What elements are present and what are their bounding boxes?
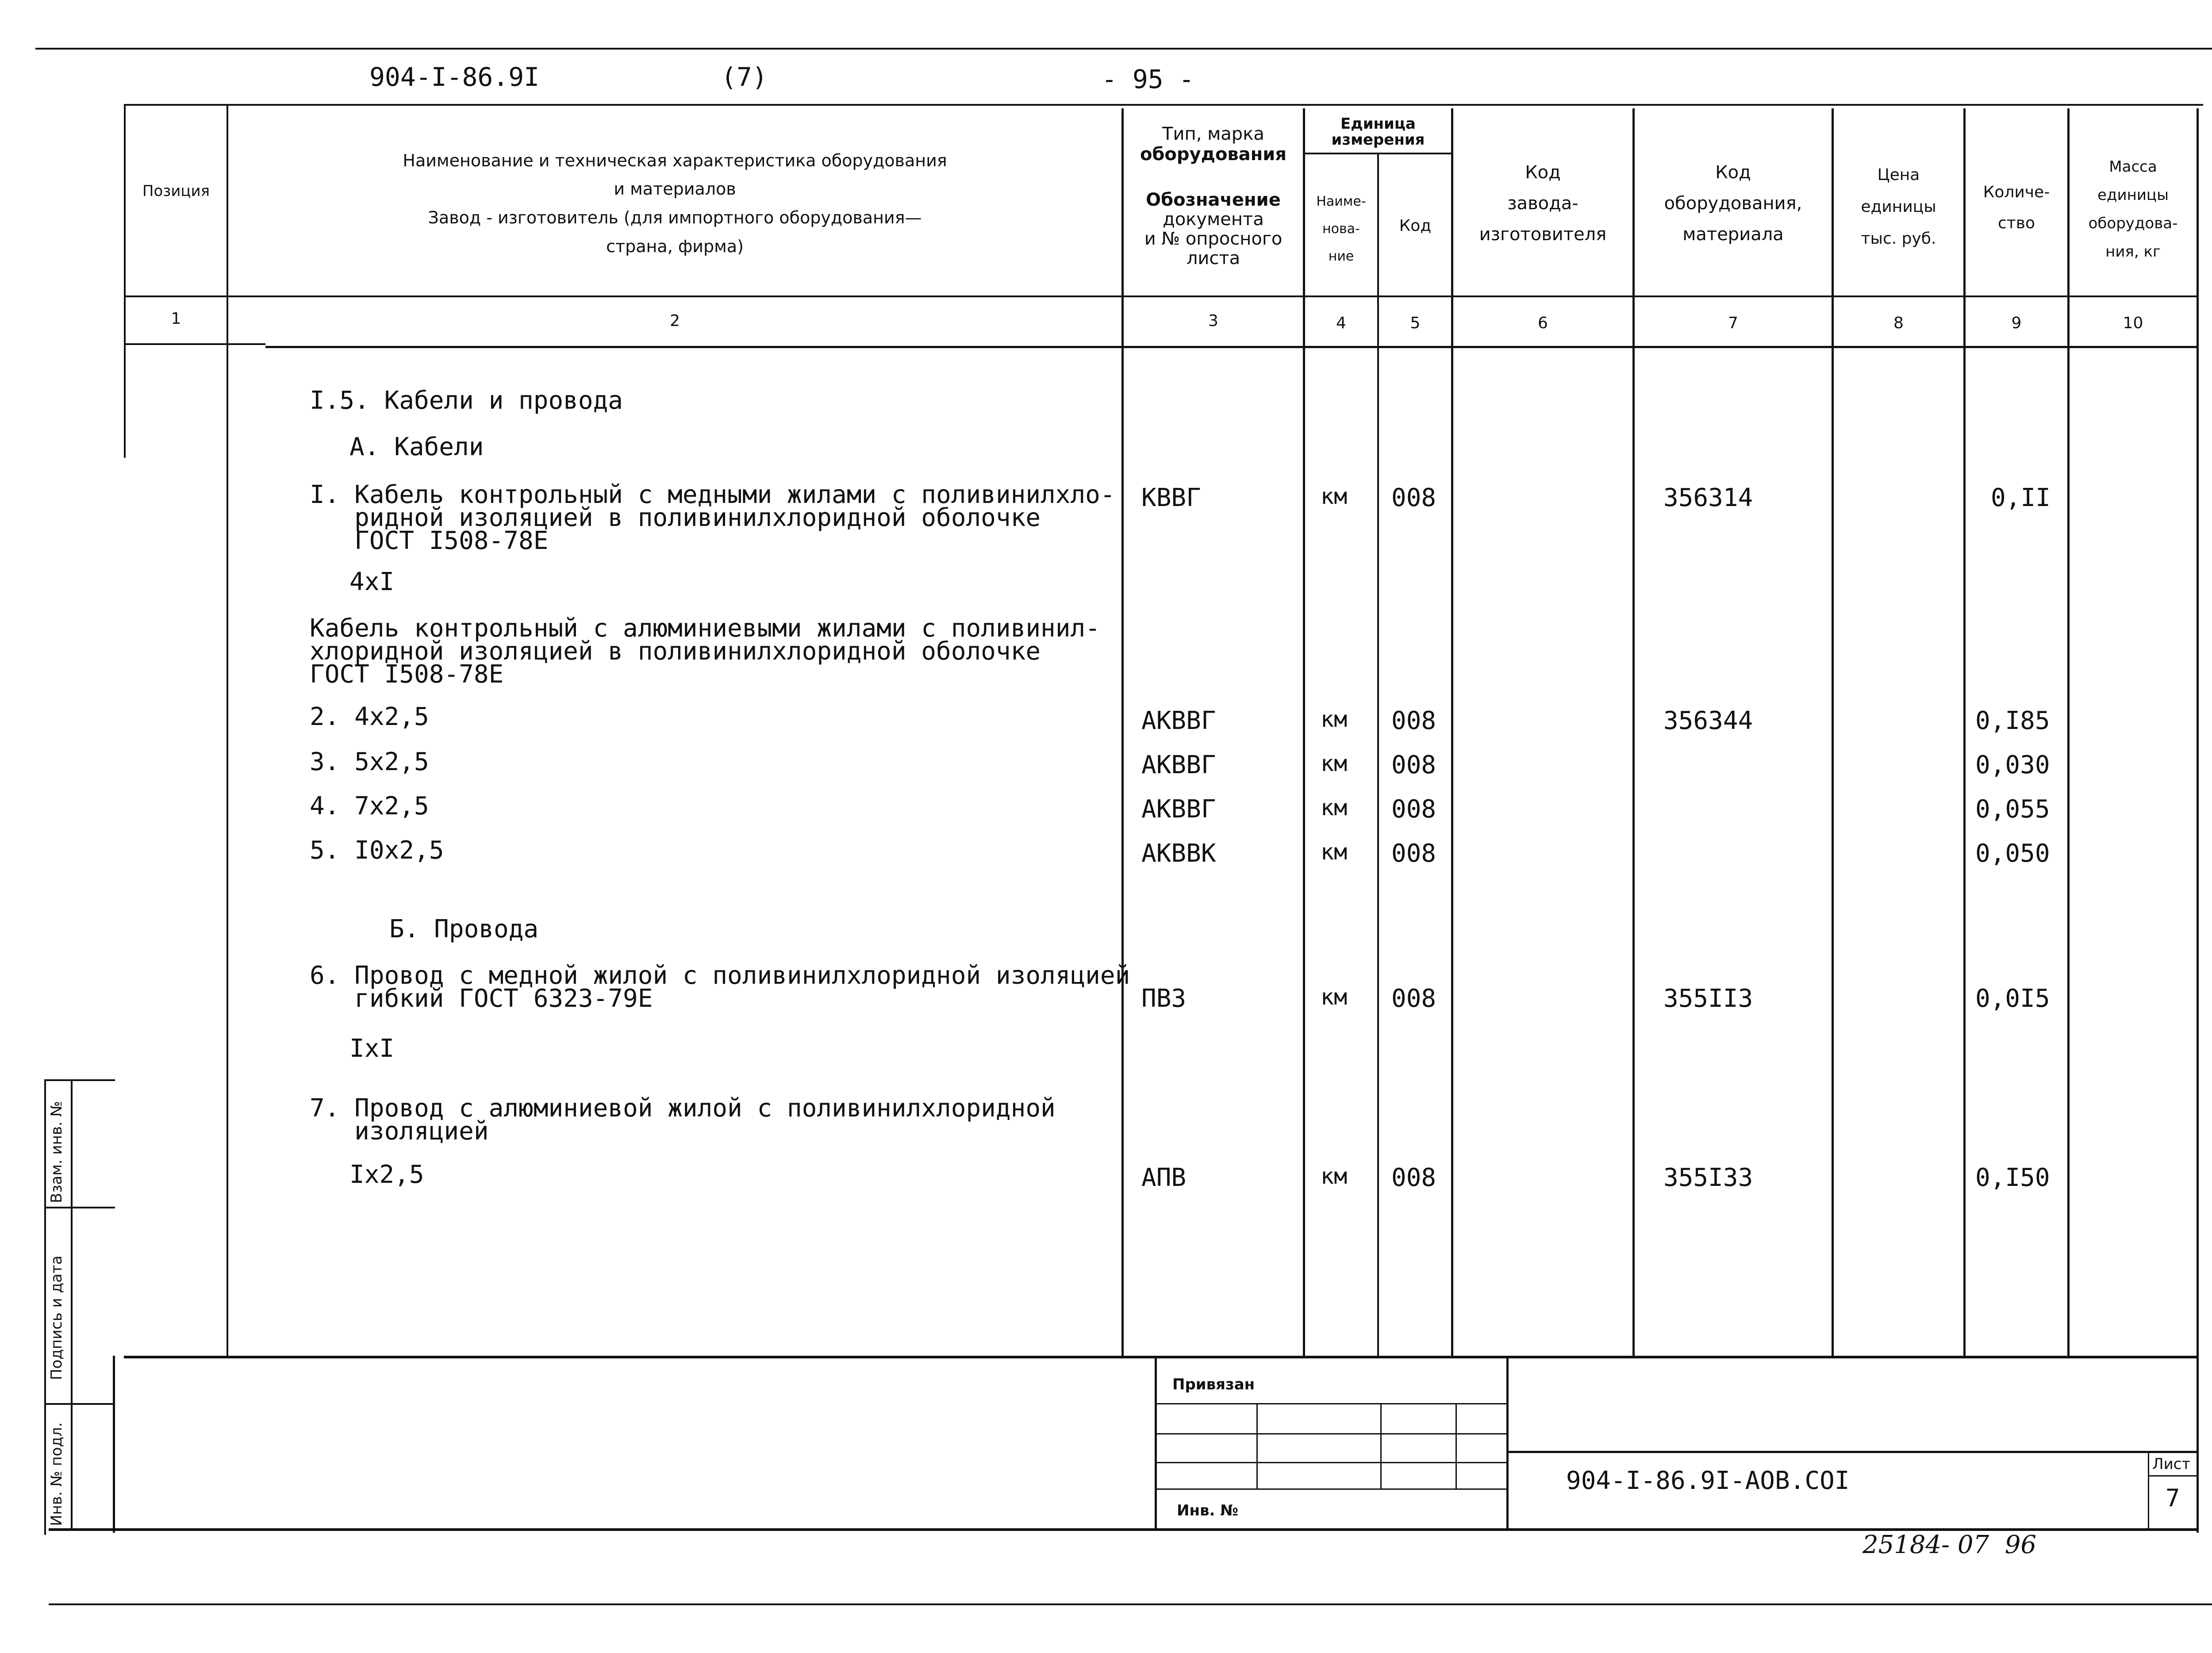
stamp-inv-no: Инв. № [1177,1502,1239,1519]
page-number: - 95 - [1102,64,1194,94]
cell-code: 008 [1391,795,1436,824]
cell-unit: км [1321,483,1348,509]
header-price-line: Цена [1877,166,1920,184]
handwritten-number: 25184- 07 96 [1863,1530,2036,1559]
col-number: 5 [1410,314,1421,332]
header-doc-line: и № опросного [1144,229,1283,249]
cell-unit: км [1321,1163,1348,1189]
header-unit-code: Код [1399,217,1432,235]
header-doc-line: документа [1163,209,1264,230]
col-div-4 [1377,153,1379,1356]
item-7-line: 7. Провод с алюминиевой жилой с поливинилхлоридной [310,1094,1056,1123]
item-6-size: IхI [349,1034,395,1063]
cell-code: 008 [1391,839,1436,868]
item-1-line: I. Кабель контрольный с медными жилами с поливинилхло- [310,480,1115,509]
cell-unit: км [1321,795,1348,821]
top-rule [35,48,2212,50]
header-equip-code [1635,157,1832,250]
cell-type: КВВГ [1141,483,1201,512]
stamp-privyazan: Привязан [1172,1376,1255,1393]
frame-left-upper [124,104,126,458]
cell-equip-code: 355I33 [1663,1163,1753,1192]
stamp-sheet-div [2148,1453,2149,1530]
header-equip-code-line: материала [1682,224,1784,245]
header-unit-name-line: Наиме- [1316,194,1366,209]
side-stamp-rule [44,1207,115,1208]
header-name-line: и материалов [614,179,736,199]
cell-unit: км [1321,751,1348,776]
col-number: 2 [670,312,680,330]
header-equip-code-line: Код [1715,162,1751,183]
stamp-line [1157,1403,1506,1404]
item-1-line: ридной изоляцией в поливинилхлоридной оболочке [310,503,1041,532]
cell-code: 008 [1391,751,1436,779]
stamp-sheet-label: Лист [2152,1455,2191,1473]
cell-qty: 0,030 [1975,751,2050,779]
cell-equip-code: 355II3 [1663,984,1753,1013]
header-unit-group [1305,116,1451,148]
cell-type: АКВВГ [1141,795,1216,824]
header-mfr [1453,157,1632,250]
header-doc-line: Обозначение [1146,190,1281,210]
header-name [228,128,1121,279]
header-unit-group-line: Единица [1340,115,1416,133]
header-mass-line: ния, кг [2105,243,2161,261]
table-bottom-rule [124,1356,2199,1358]
section-title: I.5. Кабели и провода [310,386,623,415]
item-3: 3. 5х2,5 [310,748,429,776]
side-vzam: Взам. инв. № [48,1101,65,1203]
header-doc-line: листа [1186,248,1240,268]
item-7-size: Iх2,5 [349,1160,424,1189]
stamp-line [1157,1462,1506,1463]
cell-type: АКВВГ [1141,751,1216,779]
frame-left-lower [113,1356,115,1533]
group-line: хлоридной изоляцией в поливинилхлоридной оболочке [310,637,1041,666]
col-number: 8 [1893,314,1904,332]
header-name-line: Завод - изготовитель (для импортного оборудования— [428,208,922,227]
group-line: Кабель контрольный с алюминиевыми жилами с поливинил- [310,614,1100,643]
col-number: 7 [1728,314,1738,332]
subsection-wires: Б. Провода [389,915,539,943]
header-mfr-line: Код [1525,162,1561,183]
item-7 [310,1094,1056,1146]
side-stamp-rule [44,1079,115,1081]
cell-qty: 0,050 [1975,839,2050,868]
header-type [1124,124,1303,165]
header-qty-line: Количе- [1983,183,2050,201]
page-bottom-rule [49,1603,2212,1605]
item-2: 2. 4х2,5 [310,702,429,731]
header-mass-line: Масса [2109,158,2157,176]
header-unit-name [1305,188,1377,270]
unit-group-rule [1303,153,1453,154]
stamp-code-rule [1506,1451,2197,1453]
cell-type: АПВ [1141,1163,1187,1192]
side-stamp-inner [71,1079,73,1530]
header-mfr-line: завода- [1507,193,1578,214]
top-sheet-paren: (7) [721,62,768,92]
header-mass-line: единицы [2097,186,2169,204]
col-div-1 [227,104,228,1356]
frame-top [124,104,2203,106]
stamp-inner-div [1380,1404,1382,1488]
col-number: 3 [1208,312,1218,330]
stamp-div-2 [1506,1356,1509,1530]
cell-type: ПВ3 [1141,984,1187,1013]
cell-unit: км [1321,706,1348,732]
header-doc [1124,190,1303,268]
header-type-line: Тип, марка [1162,124,1264,144]
item-1-size: 4хI [349,568,395,596]
item-5: 5. I0х2,5 [310,836,444,865]
aluminium-cable-group [310,614,1100,689]
header-price-line: тыс. руб. [1861,230,1936,248]
group-line: ГОСТ I508-78Е [310,660,504,689]
cell-qty: 0,I50 [1975,1163,2050,1192]
side-stamp-rule [44,1403,115,1405]
header-type-line: оборудования [1140,144,1287,165]
header-qty-line: ство [1997,214,2035,232]
col-number: 4 [1336,314,1346,332]
item-4: 4. 7х2,5 [310,792,429,821]
header-mass [2070,153,2197,266]
stamp-sheet-no: 7 [2166,1484,2180,1512]
header-name-line: страна, фирма) [606,236,744,256]
side-stamp-left [44,1079,46,1535]
side-inv-podl: Инв. № подл. [48,1422,65,1526]
stamp-div-1 [1155,1356,1157,1530]
header-equip-code-line: оборудования, [1664,193,1802,214]
top-doc-code: 904-I-86.9I [369,62,540,92]
header-qty [1966,177,2067,239]
item-7-line: изоляцией [310,1117,489,1146]
stamp-sheet-rule [2149,1475,2197,1477]
header-name-line: Наименование и техническая характеристика оборудования [403,150,947,170]
header-rule-1 [124,295,2199,297]
stamp-inner-div [1455,1404,1457,1488]
cell-type: АКВВК [1141,839,1216,868]
item-6-line: гибкий ГОСТ 6323-79Е [310,984,653,1013]
header-unit-group-line: измерения [1331,131,1425,149]
stamp-doc-code: 904-I-86.9I-АОВ.СОI [1566,1466,1850,1495]
header-price-line: единицы [1861,198,1936,216]
item-1-line: ГОСТ I508-78Е [310,526,549,555]
cell-code: 008 [1391,1163,1436,1192]
cell-unit: км [1321,839,1348,865]
col-number: 1 [171,310,181,328]
cell-qty: 0,I85 [1975,706,2050,735]
frame-right [2197,108,2199,1533]
header-rule-2b [124,343,265,345]
cell-qty: 0,055 [1975,795,2050,824]
side-podpis: Подпись и дата [48,1255,65,1380]
cell-code: 008 [1391,483,1436,512]
stamp-line [1157,1488,1506,1490]
item-1 [310,480,1115,555]
header-unit-name-line: нова- [1322,221,1360,237]
stamp-inner-div [1256,1404,1258,1488]
header-unit-name-line: ние [1328,249,1354,264]
header-position: Позиция [142,182,210,200]
subsection-cables: А. Кабели [349,433,484,461]
header-mass-line: оборудова- [2088,215,2178,232]
cell-qty: 0,II [1991,483,2051,512]
header-price [1834,159,1963,255]
col-number: 6 [1538,314,1548,332]
header-mfr-line: изготовителя [1479,224,1607,245]
item-6-line: 6. Провод с медной жилой с поливинилхлоридной изоляцией [310,961,1130,990]
cell-code: 008 [1391,984,1436,1013]
cell-code: 008 [1391,706,1436,735]
cell-unit: км [1321,984,1348,1010]
cell-type: АКВВГ [1141,706,1216,735]
cell-qty: 0,0I5 [1975,984,2050,1013]
item-6 [310,961,1130,1013]
col-number: 10 [2123,314,2143,332]
header-rule-2 [265,346,2199,348]
stamp-line [1157,1433,1506,1434]
col-number: 9 [2011,314,2022,332]
cell-equip-code: 356314 [1663,483,1753,512]
cell-equip-code: 356344 [1663,706,1753,735]
